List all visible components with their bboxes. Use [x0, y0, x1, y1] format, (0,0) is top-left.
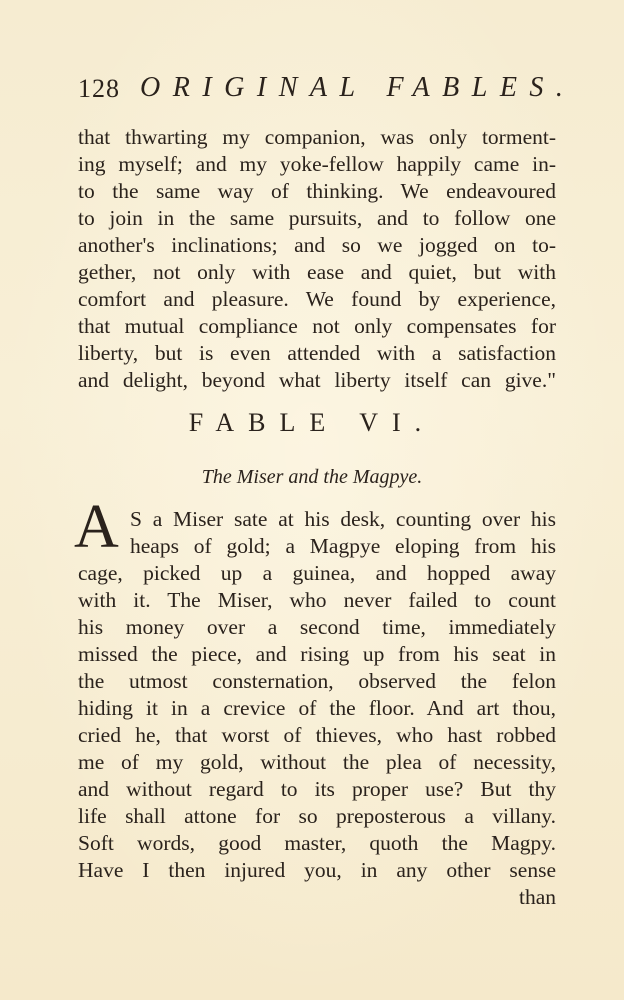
text-line: that mutual compliance not only compensates for [78, 314, 556, 338]
drop-capital: A [74, 493, 119, 561]
text-line: the utmost consternation, observed the felon [78, 669, 556, 693]
text-line: Have I then injured you, in any other sense [78, 858, 556, 882]
page-number: 128 [78, 74, 120, 103]
text-line: that thwarting my companion, was only torment- [78, 125, 556, 149]
fable-subtitle: The Miser and the Magpye. [201, 466, 423, 488]
text-line: gether, not only with ease and quiet, but with [78, 260, 556, 284]
text-line: and delight, beyond what liberty itself can give." [78, 368, 556, 392]
catchword: than [518, 885, 556, 909]
text-line: life shall attone for so preposterous a villany. [78, 804, 556, 828]
text-line: Soft words, good master, quoth the Magpy. [78, 831, 556, 855]
text-line: to the same way of thinking. We endeavoured [78, 179, 556, 203]
text-line: S a Miser sate at his desk, counting over his [130, 507, 556, 531]
text-line: heaps of gold; a Magpye eloping from his [130, 534, 556, 558]
running-head [78, 68, 576, 108]
text-line: with it. The Miser, who never failed to count [78, 588, 556, 612]
text-line: and without regard to its proper use? But thy [78, 777, 556, 801]
text-line: ing myself; and my yoke-fellow happily came in- [78, 152, 556, 176]
text-line: cried he, that worst of thieves, who hast robbed [78, 723, 556, 747]
text-line: another's inclinations; and so we jogged on to- [78, 233, 556, 257]
running-head-title: ORIGINAL FABLES. [140, 72, 576, 103]
text-line: his money over a second time, immediately [78, 615, 556, 639]
text-line: hiding it in a crevice of the floor. And art thou, [78, 696, 556, 720]
fable-heading: FABLE VI. [188, 408, 436, 437]
text-line: to join in the same pursuits, and to follow one [78, 206, 556, 230]
text-line: cage, picked up a guinea, and hopped away [78, 561, 556, 585]
text-line: comfort and pleasure. We found by experience, [78, 287, 556, 311]
text-line: missed the piece, and rising up from his seat in [78, 642, 556, 666]
text-line: me of my gold, without the plea of necessity, [78, 750, 556, 774]
text-line: liberty, but is even attended with a satisfaction [78, 341, 556, 365]
